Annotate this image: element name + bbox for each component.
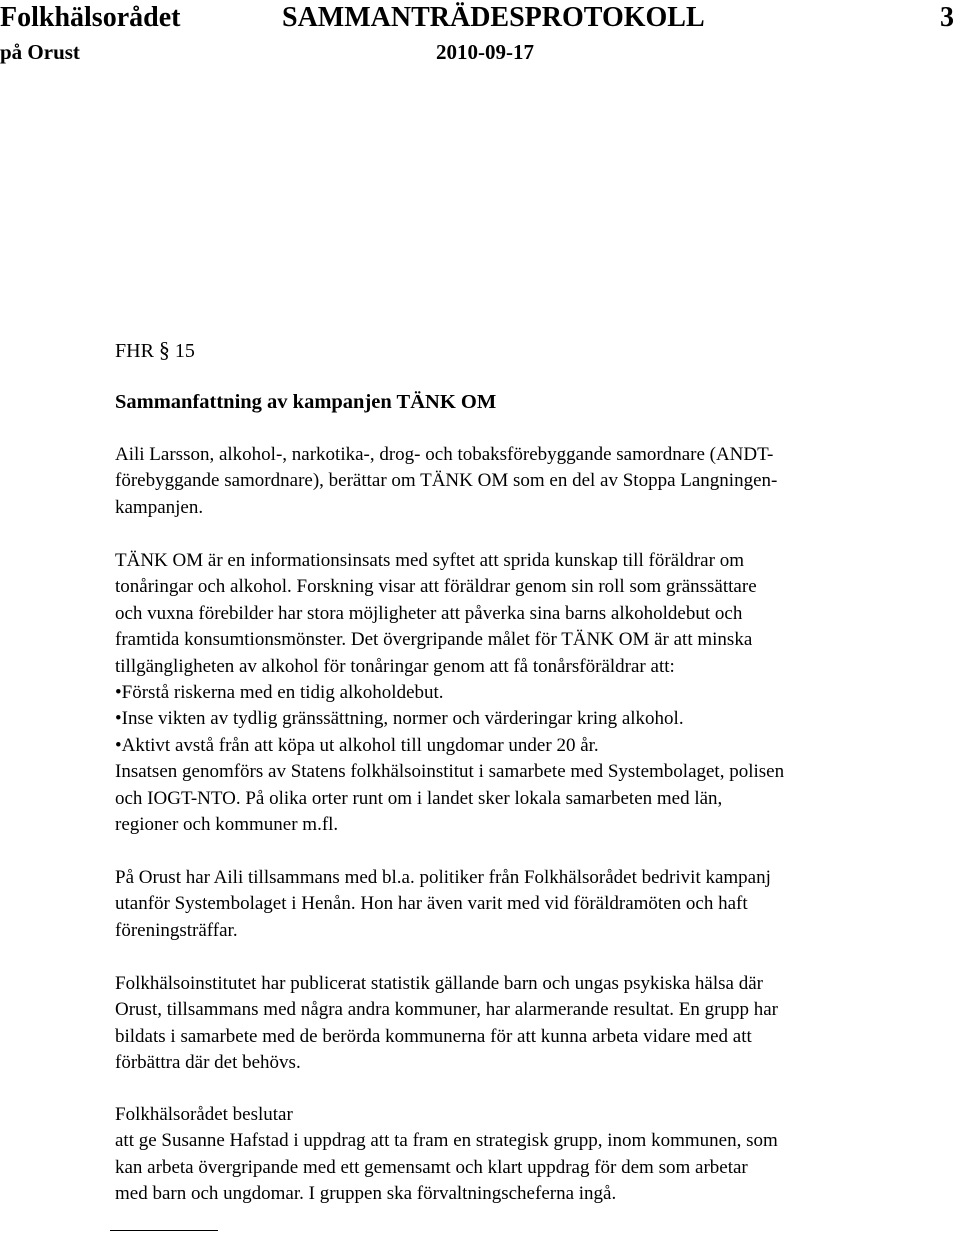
- section-heading: Sammanfattning av kampanjen TÄNK OM: [115, 391, 497, 413]
- body-paragraph-campaign: [115, 548, 915, 838]
- text-line: Orust, tillsammans med några andra kommuner, har alarmerande resultat. En grupp har: [115, 999, 778, 1021]
- text-line: framtida konsumtionsmönster. Det övergripande målet för TÄNK OM är att minska: [115, 629, 753, 651]
- paragraph-code: FHR: [115, 340, 154, 362]
- text-line: bildats i samarbete med de berörda kommunerna för att kunna arbeta vidare med att: [115, 1025, 752, 1047]
- paragraph-reference: [115, 337, 915, 364]
- text-line: tonåringar och alkohol. Forskning visar att föräldrar genom sin roll som gränssättare: [115, 576, 757, 598]
- text-line: TÄNK OM är en informationsinsats med syftet att sprida kunskap till föräldrar om: [115, 550, 744, 571]
- text-line: och vuxna förebilder har stora möjligheter att påverka sina barns alkoholdebut och: [115, 602, 743, 624]
- text-line: Folkhälsoinstitutet har publicerat statistik gällande barn och ungas psykiska hälsa där: [115, 973, 763, 994]
- text-line: och IOGT-NTO. På olika orter runt om i landet sker lokala samarbeten med län,: [115, 787, 723, 809]
- text-line: •Aktivt avstå från att köpa ut alkohol till ungdomar under 20 år.: [115, 734, 599, 756]
- body-paragraph-intro: [115, 442, 915, 521]
- meeting-date: 2010-09-17: [436, 40, 534, 64]
- text-line: föreningsträffar.: [115, 919, 238, 941]
- page-number: 3: [940, 2, 954, 33]
- text-line: Folkhälsorådet beslutar: [115, 1104, 293, 1125]
- footer-divider: [110, 1230, 218, 1231]
- organization-location: på Orust: [0, 40, 80, 64]
- paragraph-number: 15: [174, 340, 195, 362]
- body-paragraph-statistics: [115, 971, 915, 1077]
- text-line: •Inse vikten av tydlig gränssättning, normer och värderingar kring alkohol.: [115, 708, 684, 730]
- body-paragraph-decision: [115, 1102, 915, 1208]
- text-line: På Orust har Aili tillsammans med bl.a. politiker från Folkhälsorådet bedrivit kampanj: [115, 867, 771, 888]
- document-type: SAMMANTRÄDESPROTOKOLL: [282, 2, 705, 33]
- text-line: Aili Larsson, alkohol-, narkotika-, drog- och tobaksförebyggande samordnare (ANDT-: [115, 444, 774, 465]
- text-line: tillgängligheten av alkohol för tonåringar genom att få tonårsföräldrar att:: [115, 655, 675, 677]
- text-line: utanför Systembolaget i Henån. Hon har även varit med vid föräldramöten och haft: [115, 893, 748, 915]
- text-line: Insatsen genomförs av Statens folkhälsoinstitut i samarbete med Systembolaget, polisen: [115, 761, 785, 783]
- text-line: kan arbeta övergripande med ett gemensamt och klart uppdrag för dem som arbetar: [115, 1156, 748, 1178]
- text-line: regioner och kommuner m.fl.: [115, 814, 339, 836]
- text-line: kampanjen.: [115, 496, 204, 518]
- text-line: med barn och ungdomar. I gruppen ska förvaltningscheferna ingå.: [115, 1183, 617, 1205]
- text-line: •Förstå riskerna med en tidig alkoholdebut.: [115, 682, 444, 704]
- body-paragraph-orust: [115, 865, 915, 944]
- section-symbol: §: [158, 337, 170, 362]
- text-line: att ge Susanne Hafstad i uppdrag att ta fram en strategisk grupp, inom kommunen, som: [115, 1130, 778, 1152]
- text-line: förbättra där det behövs.: [115, 1052, 301, 1074]
- organization-name: Folkhälsorådet: [0, 2, 181, 33]
- text-line: förebyggande samordnare), berättar om TÄNK OM som en del av Stoppa Langningen-: [115, 470, 778, 492]
